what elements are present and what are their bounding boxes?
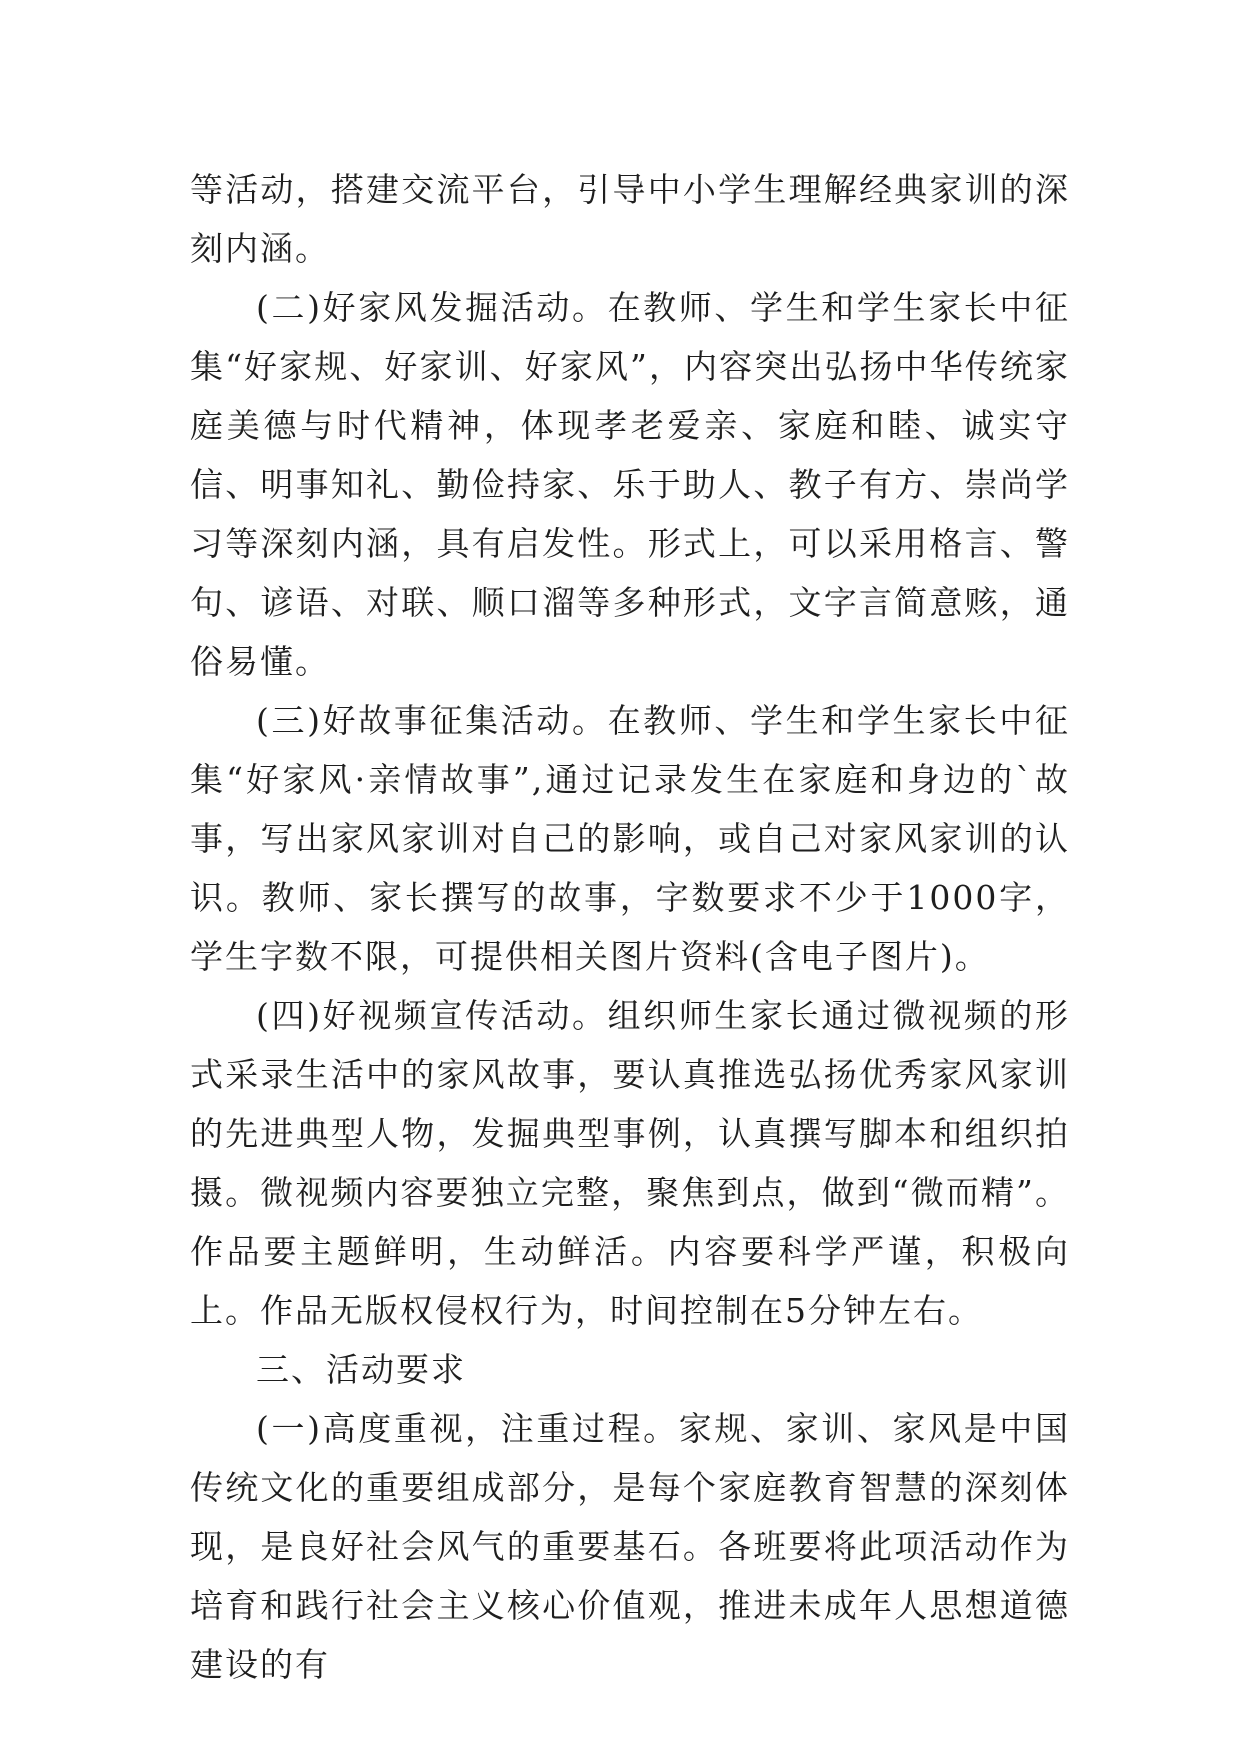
section-heading-requirements: 三、活动要求	[256, 1350, 466, 1389]
document-body	[190, 160, 1070, 1694]
paragraph-good-video: (四)好视频宣传活动。组织师生家长通过微视频的形式采录生活中的家风故事，要认真推选弘扬优秀家风家训的先进典型人物，发掘典型事例，认真撰写脚本和组织拍摄。微视频内容要独立完整，聚焦到点，做到“微而精”。作品要主题鲜明，生动鲜活。内容要科学严谨，积极向上。作品无版权侵权行为，时间控制在5分钟左右。	[190, 996, 1070, 1330]
paragraph-good-family-style: (二)好家风发掘活动。在教师、学生和学生家长中征集“好家规、好家训、好家风”，内容突出弘扬中华传统家庭美德与时代精神，体现孝老爱亲、家庭和睦、诚实守信、明事知礼、勤俭持家、乐于助人、教子有方、崇尚学习等深刻内涵，具有启发性。形式上，可以采用格言、警句、谚语、对联、顺口溜等多种形式，文字言简意赅，通俗易懂。	[190, 288, 1070, 681]
paragraph-continuation: 等活动，搭建交流平台，引导中小学生理解经典家训的深刻内涵。	[190, 170, 1070, 268]
paragraph-attach-importance: (一)高度重视，注重过程。家规、家训、家风是中国传统文化的重要组成部分，是每个家庭教育智慧的深刻体现，是良好社会风气的重要基石。各班要将此项活动作为培育和践行社会主义核心价值观，推进未成年人思想道德建设的有	[190, 1409, 1070, 1684]
paragraph-good-story: (三)好故事征集活动。在教师、学生和学生家长中征集“好家风·亲情故事”,通过记录发生在家庭和身边的`故事，写出家风家训对自己的影响，或自己对家风家训的认识。教师、家长撰写的故事，字数要求不少于1000字，学生字数不限，可提供相关图片资料(含电子图片)。	[190, 701, 1070, 976]
